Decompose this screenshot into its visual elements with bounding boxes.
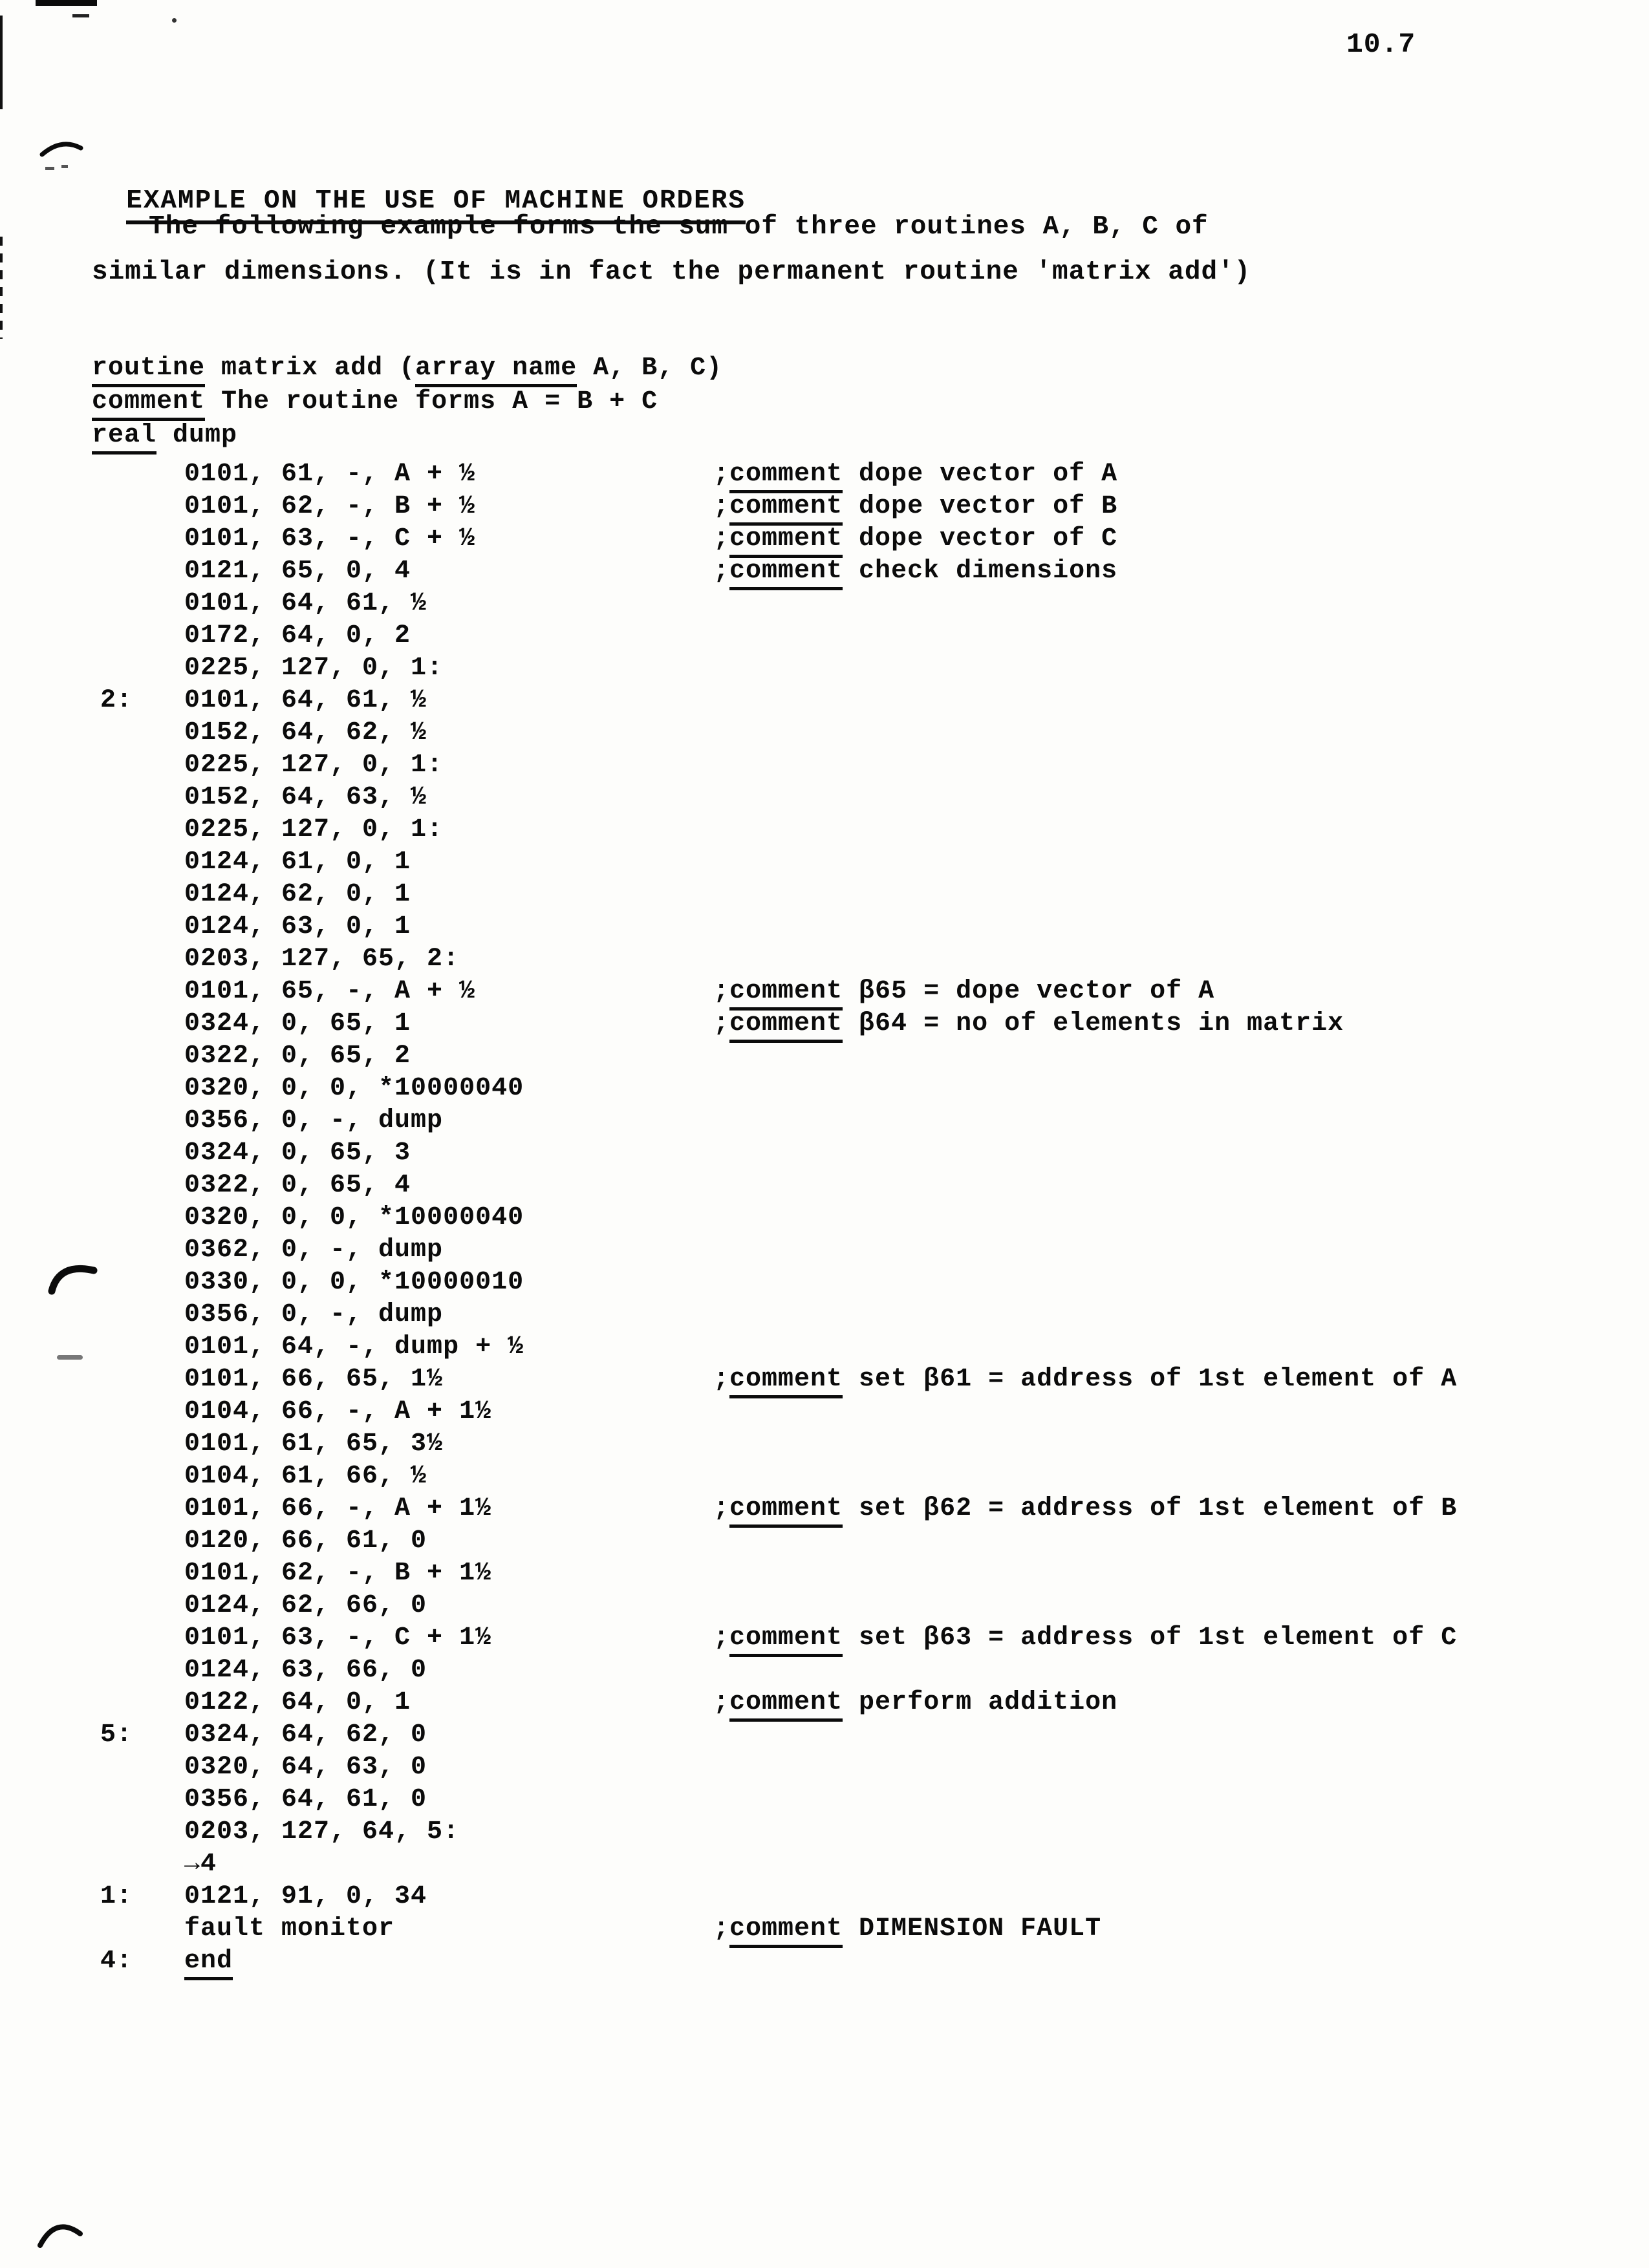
comment: ;comment β65 = dope vector of A	[713, 978, 1214, 1006]
code-line	[0, 1139, 1649, 1171]
scan-artifact-dot	[172, 18, 177, 23]
instruction: →4	[184, 1850, 217, 1879]
code-line	[0, 590, 1649, 622]
code-line	[0, 493, 1649, 525]
comment: ;comment check dimensions	[713, 557, 1117, 586]
comment-keyword: comment	[729, 1365, 843, 1398]
code-line	[0, 1915, 1649, 1947]
code-line	[0, 751, 1649, 784]
instruction: 0320, 0, 0, *10000040	[184, 1074, 524, 1103]
intro-line: The following example forms the sum of three routines A, B, C of	[149, 212, 1209, 242]
instruction: 0101, 64, -, dump + ½	[184, 1332, 524, 1362]
document-title-text: EXAMPLE ON THE USE OF MACHINE ORDERS	[126, 186, 746, 224]
instruction: 0225, 127, 0, 1:	[184, 751, 444, 780]
comment-keyword: comment	[729, 524, 843, 558]
instruction: 0124, 62, 66, 0	[184, 1591, 427, 1620]
page-number: 10.7	[1346, 28, 1416, 60]
code-line	[0, 1268, 1649, 1301]
comment-keyword: comment	[729, 1623, 843, 1657]
keyword: real	[92, 421, 156, 455]
scan-artifact-left-edge	[0, 237, 3, 339]
instruction: 0322, 0, 65, 2	[184, 1042, 411, 1071]
code-line	[0, 1462, 1649, 1495]
instruction: 0152, 64, 62, ½	[184, 718, 427, 747]
declaration-text: A, B, C)	[577, 354, 723, 383]
instruction: 0104, 61, 66, ½	[184, 1462, 427, 1491]
scan-artifact-smudge	[57, 1355, 83, 1360]
instruction: 0324, 64, 62, 0	[184, 1720, 427, 1749]
code-line	[0, 557, 1649, 590]
keyword: routine	[92, 354, 205, 387]
instruction: 0101, 64, 61, ½	[184, 686, 427, 715]
scan-artifact-left-edge	[0, 16, 3, 109]
code-line	[0, 1010, 1649, 1042]
instruction: 0320, 0, 0, *10000040	[184, 1203, 524, 1232]
instruction: 0101, 63, -, C + ½	[184, 524, 476, 553]
document-title	[92, 156, 746, 216]
comment-keyword: comment	[729, 1914, 843, 1948]
code-line	[0, 1075, 1649, 1107]
comment: ;comment set β61 = address of 1st element of A	[713, 1365, 1457, 1394]
instruction: 0101, 66, 65, 1½	[184, 1365, 444, 1394]
code-line	[0, 1947, 1649, 1980]
code-line	[0, 1301, 1649, 1333]
code-line	[0, 1527, 1649, 1559]
code-line	[0, 1850, 1649, 1883]
comment: ;comment set β63 = address of 1st element of C	[713, 1624, 1457, 1653]
code-line	[0, 1721, 1649, 1753]
instruction: 0320, 64, 63, 0	[184, 1753, 427, 1782]
comment: ;comment set β62 = address of 1st element of B	[713, 1495, 1457, 1523]
instruction: 0356, 0, -, dump	[184, 1106, 444, 1135]
code-line	[0, 1236, 1649, 1268]
code-line	[0, 1430, 1649, 1462]
code-line	[0, 913, 1649, 945]
instruction: 0152, 64, 63, ½	[184, 783, 427, 812]
instruction: 0101, 61, 65, 3½	[184, 1429, 444, 1459]
instruction: 0330, 0, 0, *10000010	[184, 1268, 524, 1297]
comment-keyword: comment	[729, 557, 843, 590]
instruction: 0124, 63, 0, 1	[184, 912, 411, 941]
comment: ;comment dope vector of B	[713, 493, 1117, 521]
comment: ;comment β64 = no of elements in matrix	[713, 1010, 1344, 1038]
code-line	[0, 1656, 1649, 1689]
instruction: 0104, 66, -, A + 1½	[184, 1397, 492, 1426]
code-line	[0, 1883, 1649, 1915]
code-line	[0, 719, 1649, 751]
code-line	[0, 1171, 1649, 1204]
instruction: 0101, 63, -, C + 1½	[184, 1623, 492, 1653]
declaration-line	[92, 421, 722, 455]
handwritten-arc-mark	[38, 2214, 83, 2250]
code-line	[0, 622, 1649, 654]
comment-keyword: comment	[729, 460, 843, 493]
line-label: 4:	[100, 1947, 133, 1976]
comment-keyword: comment	[729, 1009, 843, 1043]
instruction: 0203, 127, 65, 2:	[184, 945, 460, 974]
comment-keyword: comment	[729, 1688, 843, 1722]
code-line	[0, 460, 1649, 493]
keyword: array name	[415, 354, 577, 387]
code-line	[0, 1592, 1649, 1624]
instruction: 0225, 127, 0, 1:	[184, 654, 444, 683]
code-line	[0, 1107, 1649, 1139]
comment: ;comment DIMENSION FAULT	[713, 1915, 1101, 1943]
scan-artifact-dot	[45, 167, 54, 170]
instruction: 0121, 65, 0, 4	[184, 557, 411, 586]
line-label: 1:	[100, 1882, 133, 1911]
instruction: 0101, 61, -, A + ½	[184, 460, 476, 489]
code-line	[0, 1624, 1649, 1656]
handwritten-arc-mark	[48, 1257, 97, 1296]
comment: ;comment dope vector of A	[713, 460, 1117, 489]
code-line	[0, 1398, 1649, 1430]
instruction: 0120, 66, 61, 0	[184, 1526, 427, 1556]
declaration-text: The routine forms A = B + C	[205, 387, 658, 416]
handwritten-arc-mark	[39, 133, 84, 162]
instruction: 0122, 64, 0, 1	[184, 1688, 411, 1717]
instruction: 0101, 64, 61, ½	[184, 589, 427, 618]
code-line	[0, 1333, 1649, 1365]
code-line	[0, 848, 1649, 881]
instruction: 0203, 127, 64, 5:	[184, 1817, 460, 1846]
code-line	[0, 525, 1649, 557]
code-line	[0, 1559, 1649, 1592]
code-line	[0, 1365, 1649, 1398]
code-line	[0, 1042, 1649, 1075]
code-line	[0, 654, 1649, 687]
keyword: comment	[92, 387, 205, 421]
instruction: 0124, 62, 0, 1	[184, 880, 411, 909]
declaration-line	[92, 387, 722, 421]
instruction: end	[184, 1947, 233, 1980]
comment-keyword: comment	[729, 492, 843, 526]
instruction: 0324, 0, 65, 3	[184, 1139, 411, 1168]
intro-line: similar dimensions. (It is in fact the permanent routine 'matrix add')	[92, 257, 1251, 287]
code-line	[0, 784, 1649, 816]
instruction: 0101, 62, -, B + 1½	[184, 1559, 492, 1588]
instruction: fault monitor	[184, 1914, 395, 1943]
instruction: 0101, 66, -, A + 1½	[184, 1494, 492, 1523]
instruction: 0324, 0, 65, 1	[184, 1009, 411, 1038]
instruction: 0124, 63, 66, 0	[184, 1656, 427, 1685]
instruction: 0362, 0, -, dump	[184, 1236, 444, 1265]
code-line	[0, 1753, 1649, 1786]
code-line	[0, 1204, 1649, 1236]
instruction: 0101, 62, -, B + ½	[184, 492, 476, 521]
comment: ;comment dope vector of C	[713, 525, 1117, 553]
declaration-text: matrix add (	[205, 354, 416, 383]
comment: ;comment perform addition	[713, 1689, 1117, 1717]
instruction: 0356, 0, -, dump	[184, 1300, 444, 1329]
line-label: 5:	[100, 1720, 133, 1749]
code-line	[0, 1689, 1649, 1721]
instruction: 0225, 127, 0, 1:	[184, 815, 444, 844]
comment-keyword: comment	[729, 977, 843, 1011]
instruction: 0101, 65, -, A + ½	[184, 977, 476, 1006]
instruction: 0356, 64, 61, 0	[184, 1785, 427, 1814]
instruction: 0172, 64, 0, 2	[184, 621, 411, 650]
code-line	[0, 945, 1649, 978]
instruction: 0322, 0, 65, 4	[184, 1171, 411, 1200]
code-line	[0, 1495, 1649, 1527]
code-line	[0, 1818, 1649, 1850]
code-line	[0, 881, 1649, 913]
code-line	[0, 1786, 1649, 1818]
code-line	[0, 687, 1649, 719]
code-line	[0, 816, 1649, 848]
scan-artifact-dot	[61, 165, 68, 168]
comment-keyword: comment	[729, 1494, 843, 1528]
scan-artifact-dash	[72, 14, 89, 17]
line-label: 2:	[100, 686, 133, 715]
instruction: 0124, 61, 0, 1	[184, 848, 411, 877]
code-line	[0, 978, 1649, 1010]
declaration-lines	[92, 354, 722, 455]
instruction: 0121, 91, 0, 34	[184, 1882, 427, 1911]
declaration-text: dump	[156, 421, 238, 450]
scan-artifact-top-bar	[36, 0, 97, 6]
declaration-line	[92, 354, 722, 387]
